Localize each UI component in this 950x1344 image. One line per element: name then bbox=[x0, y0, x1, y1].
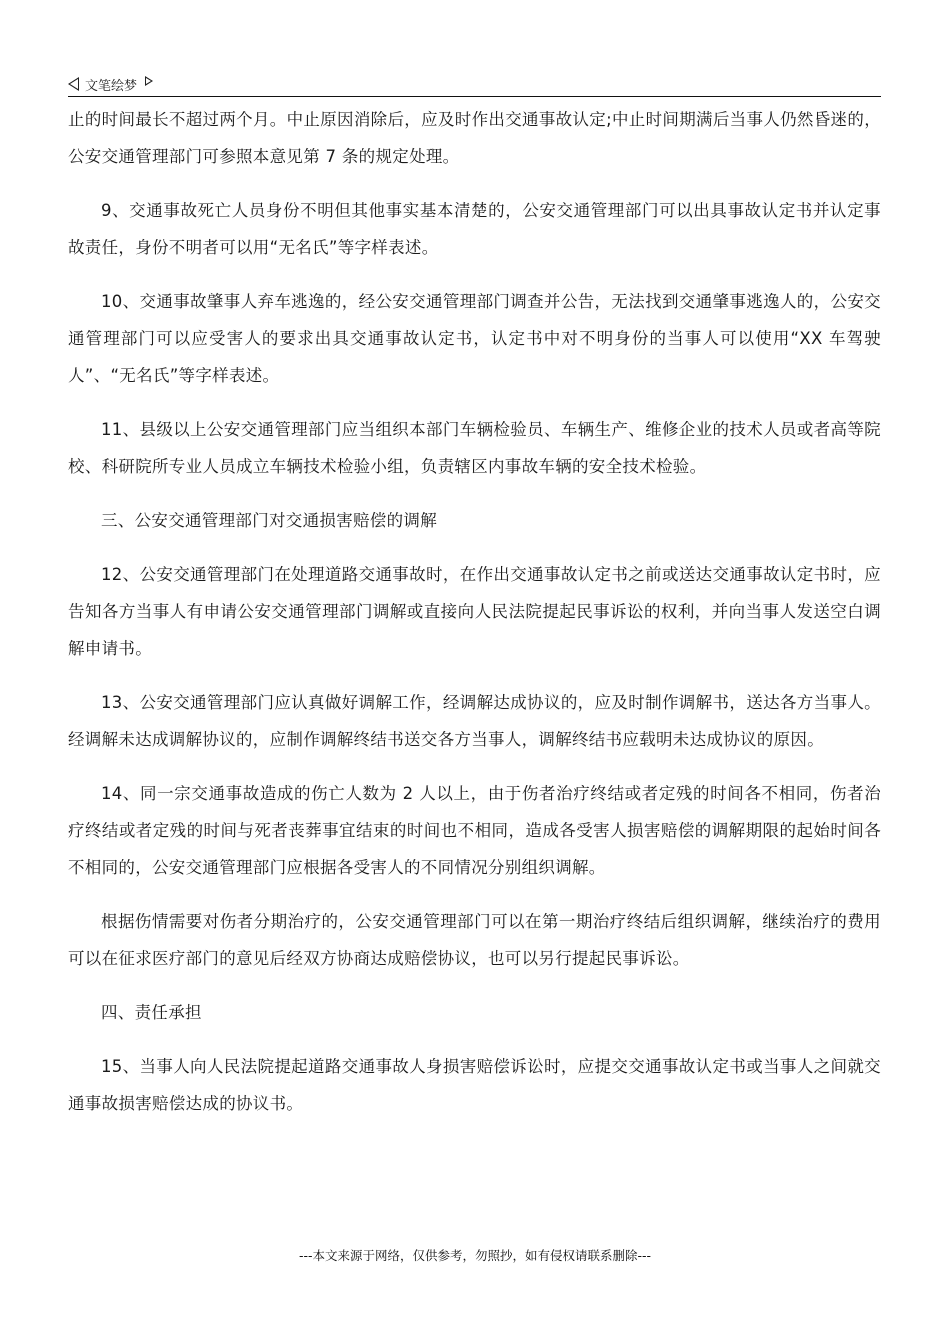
header-divider bbox=[68, 96, 881, 97]
paragraph-staged-treatment: 根据伤情需要对伤者分期治疗的，公安交通管理部门可以在第一期治疗终结后组织调解，继续治疗的费用可以在征求医疗部门的意见后经双方协商达成赔偿协议，也可以另行提起民事诉讼。 bbox=[68, 912, 881, 968]
page-header bbox=[68, 74, 153, 94]
paragraph-item-9: 9、交通事故死亡人员身份不明但其他事实基本清楚的，公安交通管理部门可以出具事故认定书并认定事故责任，身份不明者可以用“无名氏”等字样表述。 bbox=[68, 201, 881, 257]
paragraph-item-14: 14、同一宗交通事故造成的伤亡人数为 2 人以上，由于伤者治疗终结或者定残的时间各不相同，伤者治疗终结或者定残的时间与死者丧葬事宜结束的时间也不相同，造成各受害人损害赔偿的调解期限的起始时间各不相同的，公安交通管理部门应根据各受害人的不同情况分别组织调解。 bbox=[68, 784, 881, 877]
paragraph-item-15: 15、当事人向人民法院提起道路交通事故人身损害赔偿诉讼时，应提交交通事故认定书或当事人之间就交通事故损害赔偿达成的协议书。 bbox=[68, 1057, 881, 1113]
document-body bbox=[68, 101, 881, 1139]
paragraph-item-12: 12、公安交通管理部门在处理道路交通事故时，在作出交通事故认定书之前或送达交通事故认定书时，应告知各方当事人有申请公安交通管理部门调解或直接向人民法院提起民事诉讼的权利，并向当事人发送空白调解申请书。 bbox=[68, 565, 881, 658]
triangle-right-icon bbox=[145, 76, 153, 86]
paragraph-continuation: 止的时间最长不超过两个月。中止原因消除后，应及时作出交通事故认定;中止时间期满后当事人仍然昏迷的，公安交通管理部门可参照本意见第 7 条的规定处理。 bbox=[68, 110, 881, 166]
footer-disclaimer: ---本文来源于网络，仅供参考，勿照抄，如有侵权请联系删除--- bbox=[298, 1248, 652, 1263]
section-heading-4: 四、责任承担 bbox=[101, 1003, 202, 1022]
header-title: 文笔绘梦 bbox=[85, 78, 138, 94]
section-heading-3: 三、公安交通管理部门对交通损害赔偿的调解 bbox=[101, 511, 437, 530]
paragraph-item-10: 10、交通事故肇事人弃车逃逸的，经公安交通管理部门调查并公告，无法找到交通肇事逃逸人的，公安交通管理部门可以应受害人的要求出具交通事故认定书，认定书中对不明身份的当事人可以使用“XX 车驾驶人”、“无名氏”等字样表述。 bbox=[68, 292, 881, 385]
triangle-left-icon bbox=[68, 77, 79, 91]
paragraph-item-13: 13、公安交通管理部门应认真做好调解工作，经调解达成协议的，应及时制作调解书，送达各方当事人。经调解未达成调解协议的，应制作调解终结书送交各方当事人，调解终结书应载明未达成协议的原因。 bbox=[68, 693, 881, 749]
paragraph-item-11: 11、县级以上公安交通管理部门应当组织本部门车辆检验员、车辆生产、维修企业的技术人员或者高等院校、科研院所专业人员成立车辆技术检验小组，负责辖区内事故车辆的安全技术检验。 bbox=[68, 420, 881, 476]
